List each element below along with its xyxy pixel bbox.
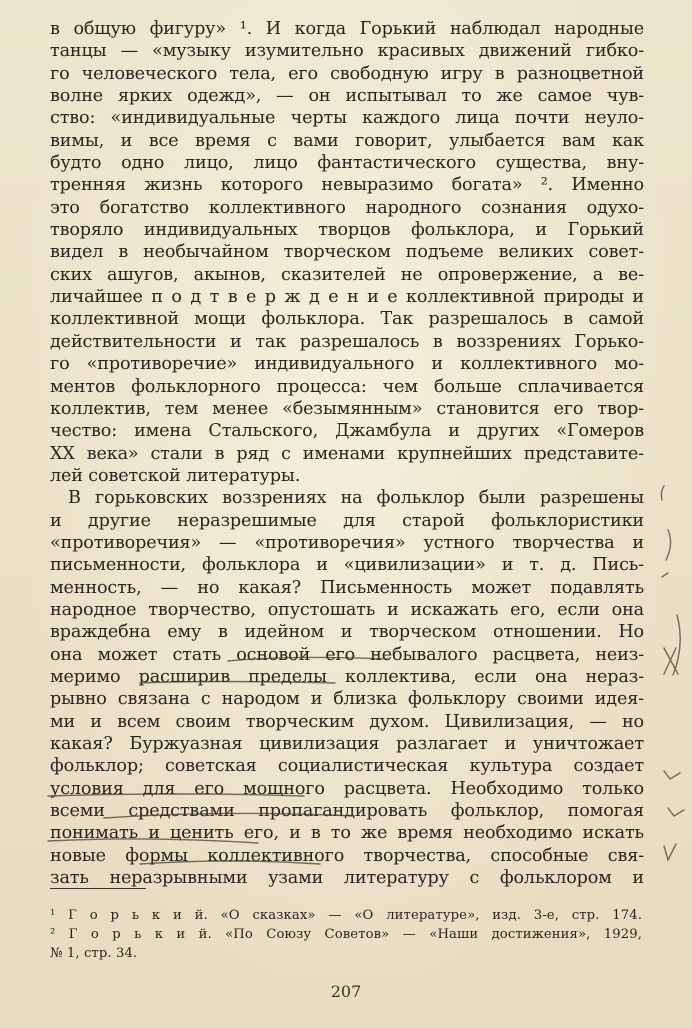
text-line: XX века» стали в ряд с именами крупнейших представите- [50,443,644,464]
text-line: коллективной мощи фольклора. Так разрешалось в самой [50,309,644,330]
margin-check-mark [668,808,684,816]
text-line: ментов фольклорного процесса: чем больше сплачивается [50,376,644,397]
text-line: она может стать основой его небывалого расцвета, неиз- [50,644,644,665]
margin-bracket-mark [673,615,680,675]
text-line: танцы — «музыку изумительно красивых движений гибко- [50,41,644,62]
text-line: менность, — но какая? Письменность может подавлять [50,577,644,598]
text-line: понимать и ценить его, и в то же время необходимо искать [50,823,644,844]
footnote-divider [50,888,146,889]
text-line: действительности и так разрешалось в воззрениях Горько- [50,331,644,352]
text-line: ских ашугов, акынов, сказителей не опровержение, а ве- [50,264,644,285]
text-line: новые формы коллективного творчества, способные свя- [50,845,644,866]
text-line: условия для его мощного расцвета. Необходимо только [50,778,644,799]
text-line: волне ярких одежд», — он испытывал то же самое чув- [50,86,644,107]
text-line: го «противоречие» индивидуального и коллективного мо- [50,354,644,375]
text-line: письменности, фольклора и «цивилизации» и т. д. Пись- [50,555,644,576]
text-line: творяло индивидуальных творцов фольклора, и Горький [50,220,644,241]
footnote-line: № 1, стр. 34. [50,946,138,961]
text-line: лей советской литературы. [50,465,301,486]
text-line: ми и всем своим творческим духом. Цивилизация, — но [50,711,644,732]
text-line: народное творчество, опустошать и искажать его, если она [50,599,644,620]
text-line: какая? Буржуазная цивилизация разлагает и уничтожает [50,734,644,754]
text-line: «противоречия» — «противоречия» устного творчества и [50,532,644,553]
margin-check-mark [664,844,676,860]
text-line: зать неразрывными узами литературу с фольклором и [50,868,644,889]
margin-bracket-mark [666,530,671,560]
margin-cross-mark [664,648,678,674]
text-line: всеми средствами пропагандировать фольклор, помогая [50,801,644,822]
margin-tick-mark [662,573,668,577]
text-line: меримо расширив пределы коллектива, если она нераз- [50,666,644,687]
text-line: и другие неразрешимые для старой фольклористики [50,510,644,531]
text-line: рывно связана с народом и близка фольклору своими идея- [50,689,644,710]
footnotes [50,906,642,963]
text-line: враждебна ему в идейном и творческом отношении. Но [50,622,644,643]
text-line: коллектив, тем менее «безымянным» становится его твор- [50,398,644,419]
page-number: 207 [330,982,362,1001]
text-line: вимы, и все время с вами говорит, улыбается вам как [50,130,644,151]
text-line: тренняя жизнь которого невыразимо богата» ². Именно [50,175,644,196]
margin-check-mark [664,771,680,779]
text-line: в общую фигуру» ¹. И когда Горький наблюдал народные [50,19,644,39]
text-line: видел в необычайном творческом подъеме великих совет- [50,242,644,263]
text-line: В горьковских воззрениях на фольклор были разрешены [68,488,644,509]
text-line: ство: «индивидуальные черты каждого лица почти неуло- [50,108,644,129]
text-line: будто одно лицо, лицо фантастического существа, вну- [50,153,644,174]
text-line: го человеческого тела, его свободную игру в разноцветной [50,63,644,84]
text-line: это богатство коллективного народного сознания одухо- [50,197,644,218]
margin-bracket-mark [661,486,664,500]
text-line: личайшее п о д т в е р ж д е н и е коллективной природы и [50,287,644,308]
text-line: чество: имена Стальского, Джамбула и других «Гомеров [50,421,644,442]
footnote-line: ¹ Г о р ь к и й. «О сказках» — «О литературе», изд. 3-е, стр. 174. [50,908,642,923]
body-text [50,18,644,889]
text-line: фольклор; советская социалистическая культура создает [50,756,644,777]
footnote-line: ² Г о р ь к и й. «По Союзу Советов» — «Наши достижения», 1929, [50,927,642,942]
